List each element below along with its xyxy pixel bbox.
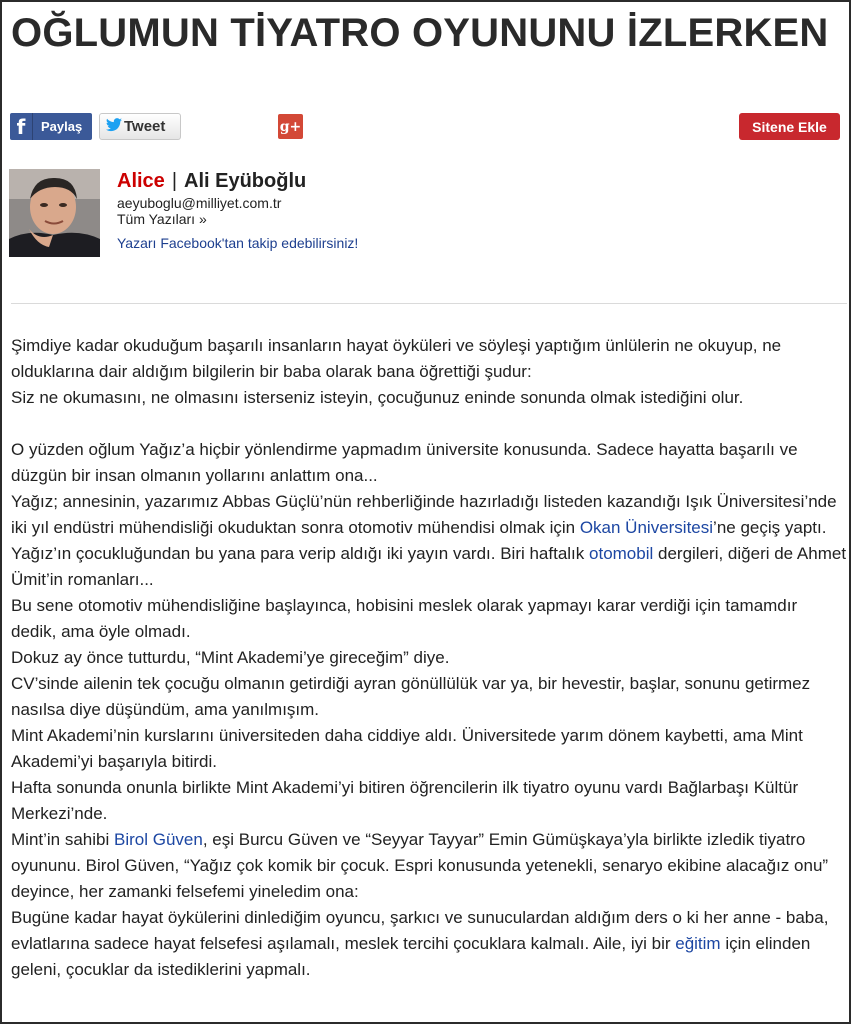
- text-run: için elinden geleni, çocuklar da istediklerini yapmalı.: [11, 934, 811, 979]
- paragraph: Dokuz ay önce tutturdu, “Mint Akademi’ye gireceğim” diye.: [11, 648, 450, 667]
- author-avatar[interactable]: [9, 169, 100, 257]
- author-name-link[interactable]: Ali Eyüboğlu: [184, 170, 307, 192]
- add-to-site-button[interactable]: Sitene Ekle: [739, 113, 840, 140]
- facebook-icon: f: [10, 113, 33, 140]
- separator: |: [171, 170, 178, 192]
- author-box: [9, 169, 839, 259]
- paragraph: Siz ne okumasını, ne olmasını isterseniz isteyin, çocuğunuz eninde sonunda olmak istediğini olur.: [11, 388, 744, 407]
- paragraph: O yüzden oğlum Yağız’a hiçbir yönlendirme yapmadım üniversite konusunda. Sadece hayatta başarılı ve düzgün bir insan olmanın yollarını anlattım ona...: [11, 440, 798, 485]
- paragraph: Bu sene otomotiv mühendisliğine başlayınca, hobisini meslek olarak yapmayı karar verdiği için tamamdır dedik, ama öyle olmadı.: [11, 596, 798, 641]
- text-run: Mint’in sahibi: [11, 830, 114, 849]
- google-plus-icon: g+: [279, 118, 302, 135]
- paragraph-gap: [11, 411, 847, 437]
- tweet-label: Tweet: [124, 118, 166, 135]
- google-plus-button[interactable]: [278, 114, 303, 139]
- divider: [11, 303, 847, 304]
- egitim-link[interactable]: eğitim: [675, 934, 721, 953]
- author-heading: [117, 169, 358, 193]
- otomobil-link[interactable]: otomobil: [589, 544, 654, 563]
- tweet-button[interactable]: [99, 113, 181, 140]
- twitter-bird-icon: [104, 118, 124, 136]
- text-run: Bugüne kadar hayat öykülerini dinlediğim oyuncu, şarkıcı ve sunuculardan aldığım ders o ki her anne - baba, evlatlarına sadece hayat felsefesi aşılamalı, meslek tercihi çocuklara kalmalı. Aile, iyi bir: [11, 908, 829, 953]
- okan-universitesi-link[interactable]: Okan Üniversitesi: [579, 518, 714, 537]
- article-body: [11, 333, 847, 983]
- author-email[interactable]: aeyuboglu@milliyet.com.tr: [117, 195, 282, 211]
- birol-guven-link[interactable]: Birol Güven: [114, 830, 203, 849]
- facebook-share-button[interactable]: [10, 113, 92, 140]
- paragraph: [11, 905, 847, 983]
- facebook-follow-link[interactable]: Yazarı Facebook'tan takip edebilirsiniz!: [117, 235, 359, 251]
- paragraph: Hafta sonunda onunla birlikte Mint Akademi’yi bitiren öğrencilerin ilk tiyatro oyunu vardı Bağlarbaşı Kültür Merkezi’nde.: [11, 778, 799, 823]
- text-run: dergileri, diğeri de Ahmet Ümit’in romanları...: [11, 544, 847, 589]
- text-run: ’ne geçiş yaptı. Yağız’ın çocukluğundan bu yana para verip aldığı iki yayın vardı. Biri haftalık: [11, 518, 827, 563]
- all-posts-link[interactable]: Tüm Yazıları »: [117, 211, 207, 227]
- column-category-link[interactable]: Alice: [117, 170, 165, 192]
- paragraph: Mint Akademi’nin kurslarını üniversiteden daha ciddiye aldı. Üniversitede yarım dönem kaybetti, ama Mint Akademi’yi başarıyla bitirdi.: [11, 726, 803, 771]
- paragraph: [11, 827, 847, 905]
- paragraph: [11, 489, 847, 593]
- text-run: , eşi Burcu Güven ve “Seyyar Tayyar” Emin Gümüşkaya’yla birlikte izledik tiyatro oyununu. Birol Güven, “Yağız çok komik bir çocuk. Espri konusunda yetenekli, senaryo ekibine alacağız onu” deyince, her zamanki felsefemi yineledim ona:: [11, 830, 829, 901]
- share-bar: [10, 113, 840, 143]
- text-run: Yağız; annesinin, yazarımız Abbas Güçlü’nün rehberliğinde hazırladığı listeden kazandığı Işık Üniversitesi’nde iki yıl endüstri mühendisliği okuduktan sonra otomotiv mühendisi olmak için: [11, 492, 837, 537]
- paragraph: Şimdiye kadar okuduğum başarılı insanların hayat öyküleri ve söyleşi yaptığım ünlülerin ne okuyup, ne olduklarına dair aldığım bilgilerin bir baba olarak bana öğrettiği şudur:: [11, 336, 782, 381]
- paragraph: CV’sinde ailenin tek çocuğu olmanın getirdiği ayran gönüllülük var ya, bir hevestir, başlar, sonunu getirmez nasılsa diye düşündüm, ama yanılmışım.: [11, 674, 811, 719]
- facebook-share-label: Paylaş: [41, 119, 83, 134]
- author-info: [117, 169, 358, 251]
- article-title: OĞLUMUN TİYATRO OYUNUNU İZLERKEN: [11, 11, 829, 55]
